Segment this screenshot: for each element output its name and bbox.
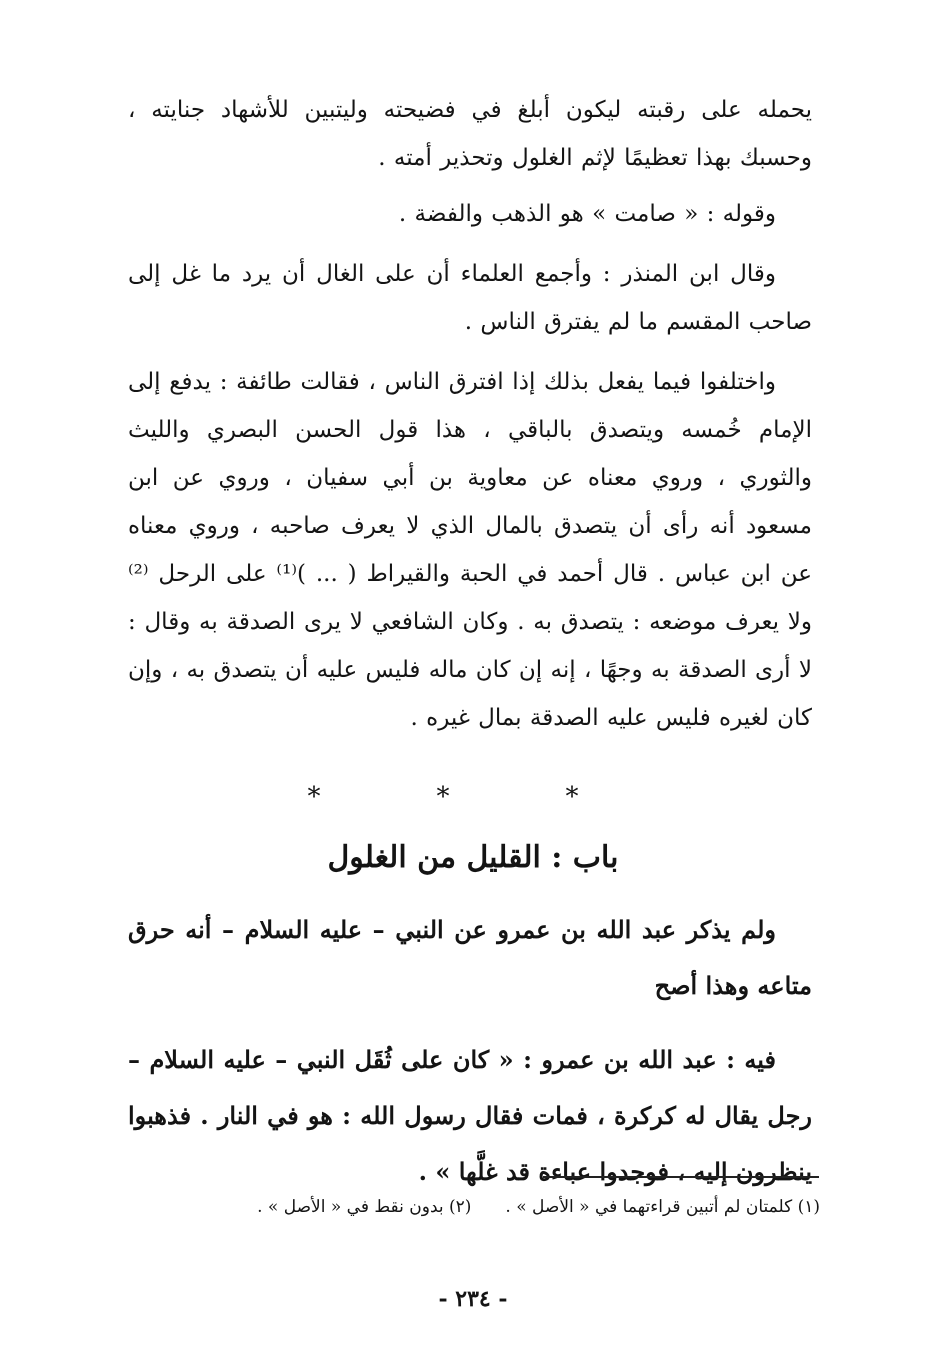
main-text (128, 86, 812, 742)
separator-star: * (307, 782, 381, 812)
separator-star: * (565, 782, 639, 812)
footnote-2: (٢) بدون نقط في « الأصل » . (257, 1197, 472, 1217)
page-number: - ٢٣٤ - (438, 1286, 508, 1312)
footnote-1: (١) كلمتان لم أتبين قراءتهما في « الأصل » . (505, 1197, 820, 1217)
hadith-text: فيه : عبد الله بن عمرو : « كان على ثُقَل النبي – عليه السلام – رجل يقال له كركرة ، فمات فقال رسول الله : هو في النار . فذهبوا ينظرون إليه ، فوجدوا عباءة قد غلَّها » . (128, 1045, 812, 1186)
paragraph-ibn-almundhir: وقال ابن المنذر : وأجمع العلماء أن على الغال أن يرد ما غل إلى صاحب المقسم ما لم يفترق الناس . (128, 261, 812, 335)
footnote-divider (543, 1176, 819, 1178)
footnotes (128, 1192, 820, 1222)
chapter-text (128, 902, 812, 1200)
paragraph-samit: وقوله : « صامت » هو الذهب والفضة . (398, 201, 776, 227)
chapter-title: باب : القليل من الغلول (327, 840, 619, 875)
chapter-note: ولم يذكر عبد الله بن عمرو عن النبي – عليه السلام – أنه حرق متاعه وهذا أصح (128, 915, 812, 1000)
paragraph-disagreement: واختلفوا فيما يفعل بذلك إذا افترق الناس ، فقالت طائفة : يدفع إلى الإمام خُمسه ويتصدق بالباقي ، هذا قول الحسن البصري والليث والثوري ، وروي معناه عن معاوية بن أبي سفيان ، وروي عن ابن مسعود أنه رأى أن يتصدق بالمال الذي لا يعرف صاحبه ، وروي معناه عن ابن عباس . قال أحمد في الحبة والقيراط ( ... )⁽¹⁾ على الرحل ⁽²⁾ ولا يعرف موضعه : يتصدق به . وكان الشافعي لا يرى الصدقة به وقال : لا أرى الصدقة به وجهًا ، إنه إن كان ماله فليس عليه أن يتصدق به ، وإن كان لغيره فليس عليه الصدقة بمال غيره . (128, 369, 813, 731)
paragraph-continuation: يحمله على رقبته ليكون أبلغ في فضيحته وليتبين للأشهاد جنايته ، وحسبك بهذا تعظيمًا لإثم الغلول وتحذير أمته . (128, 97, 812, 171)
separator-star: * (436, 782, 510, 812)
section-separator (0, 782, 946, 812)
